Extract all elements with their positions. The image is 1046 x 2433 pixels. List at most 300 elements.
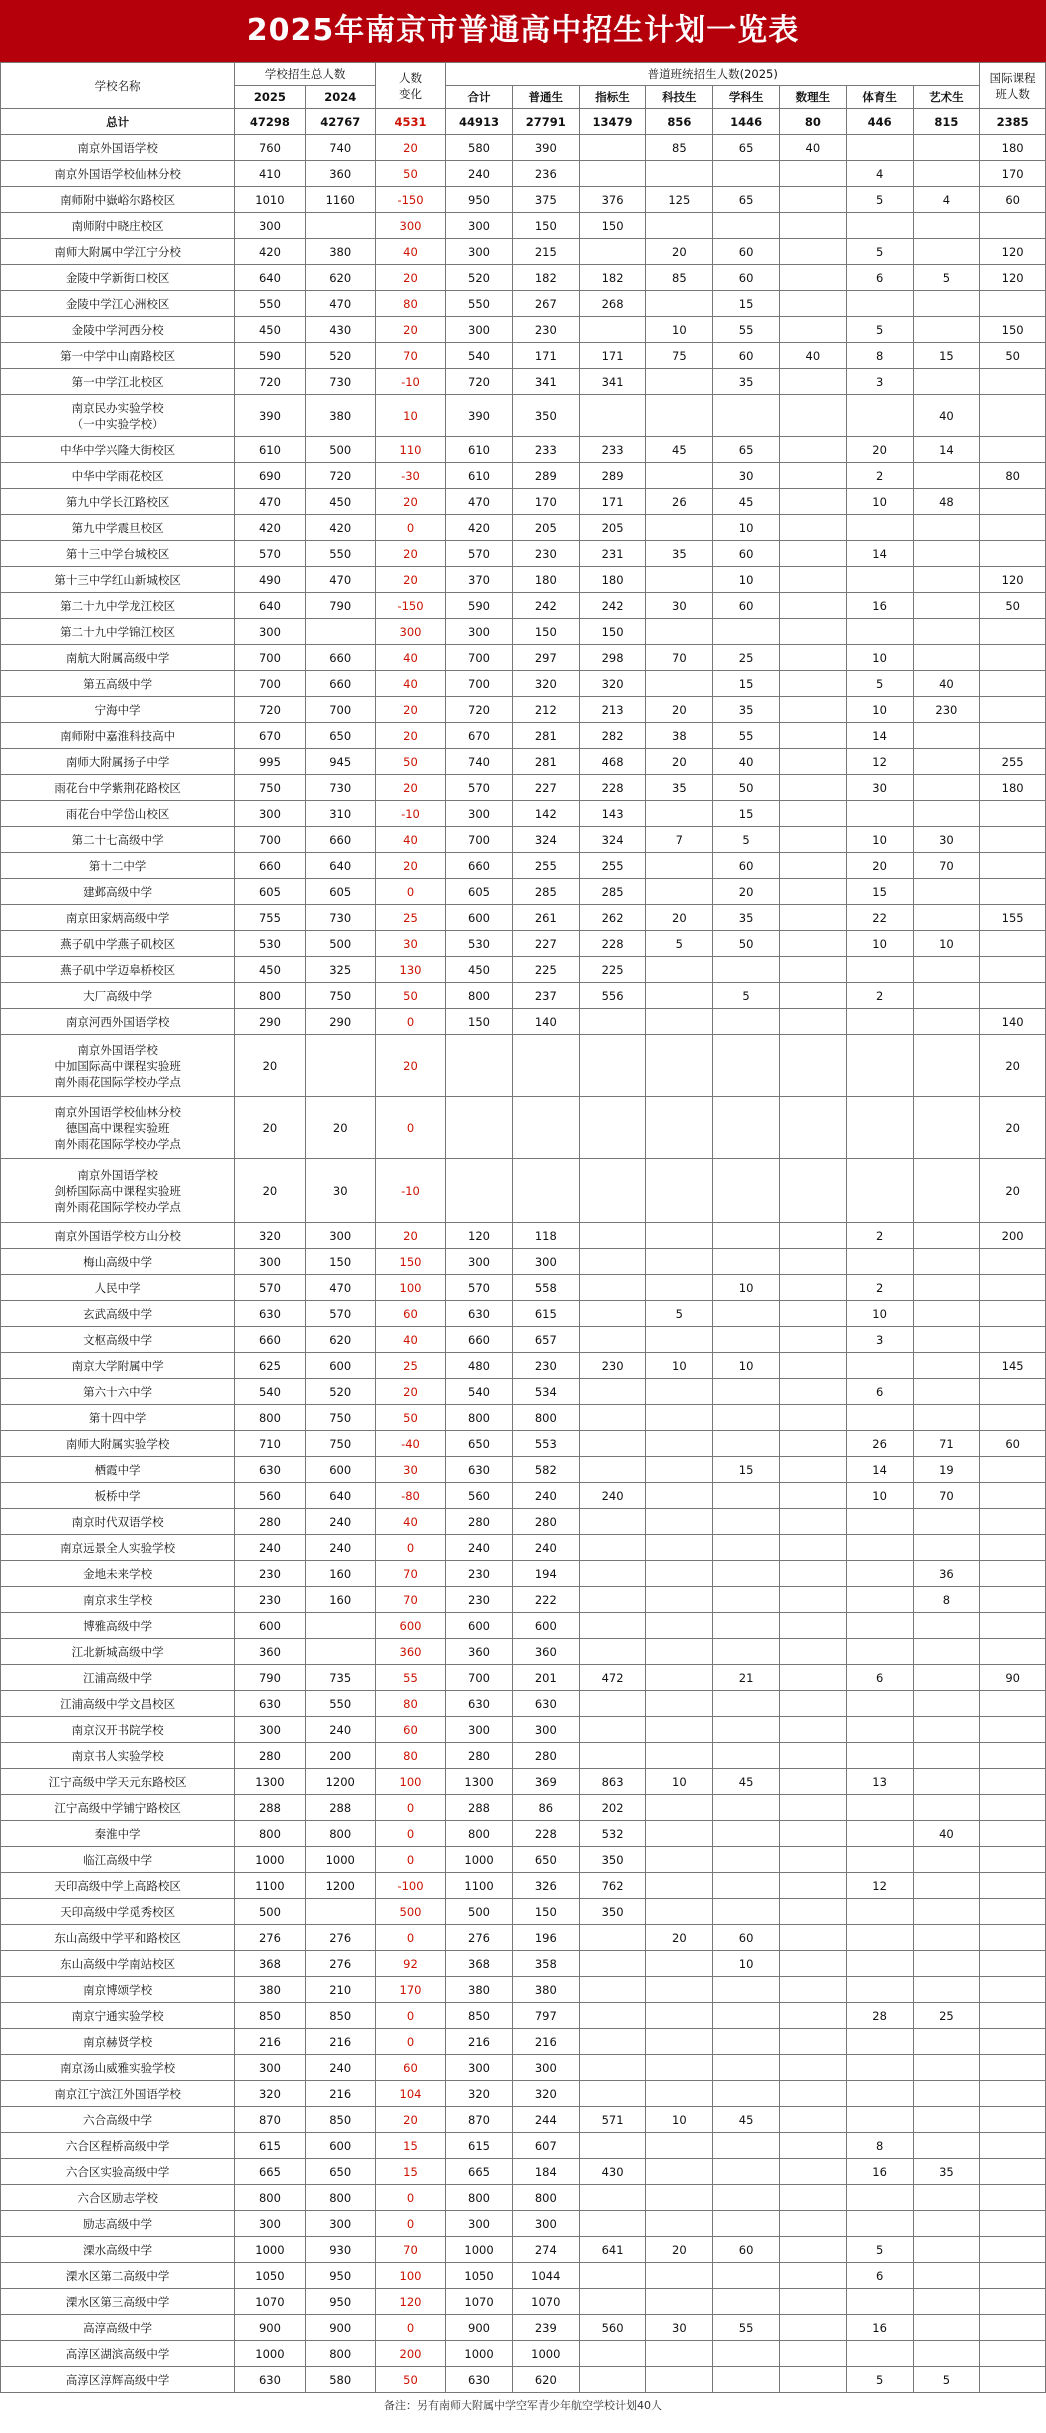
table-cell: 5 [846, 2237, 913, 2263]
table-cell: 660 [235, 1327, 305, 1353]
change-cell: 40 [375, 239, 445, 265]
table-cell: 450 [235, 317, 305, 343]
table-cell [779, 515, 846, 541]
table-cell [980, 2133, 1046, 2159]
table-row [1, 723, 1046, 749]
table-cell: 30 [646, 2315, 713, 2341]
table-cell [980, 879, 1046, 905]
table-cell: 86 [512, 1795, 579, 1821]
table-cell: 300 [235, 801, 305, 827]
table-row [1, 489, 1046, 515]
table-cell: 297 [512, 645, 579, 671]
table-cell [779, 187, 846, 213]
table-cell: 85 [646, 135, 713, 161]
school-name: 中华中学雨花校区 [1, 463, 235, 489]
table-cell: 900 [235, 2315, 305, 2341]
table-cell [779, 905, 846, 931]
table-cell: 5 [713, 827, 780, 853]
table-cell: 660 [305, 645, 375, 671]
table-cell [713, 1561, 780, 1587]
school-name: 第十四中学 [1, 1405, 235, 1431]
table-cell [913, 619, 980, 645]
table-cell: 298 [579, 645, 646, 671]
table-cell [713, 213, 780, 239]
table-cell [980, 2237, 1046, 2263]
table-cell [779, 1275, 846, 1301]
school-name: 第一中学中山南路校区 [1, 343, 235, 369]
enrollment-table [0, 62, 1046, 2393]
table-cell: 20 [646, 749, 713, 775]
table-cell [846, 1097, 913, 1159]
table-cell: 120 [980, 567, 1046, 593]
school-name: 南京江宁滨江外国语学校 [1, 2081, 235, 2107]
table-cell [779, 489, 846, 515]
table-cell [913, 1009, 980, 1035]
table-cell: 1200 [305, 1769, 375, 1795]
table-cell [713, 1899, 780, 1925]
table-cell: 120 [980, 239, 1046, 265]
table-cell: 660 [446, 1327, 513, 1353]
table-cell [512, 1097, 579, 1159]
table-cell [646, 515, 713, 541]
table-cell [980, 2315, 1046, 2341]
table-cell [980, 1535, 1046, 1561]
table-cell [646, 801, 713, 827]
table-row [1, 1327, 1046, 1353]
header-sub: 指标生 [579, 86, 646, 109]
school-name: 东山高级中学南站校区 [1, 1951, 235, 1977]
table-cell: 800 [446, 1821, 513, 1847]
table-cell: 1070 [446, 2289, 513, 2315]
table-row [1, 187, 1046, 213]
table-cell: 420 [235, 515, 305, 541]
table-row [1, 749, 1046, 775]
table-cell: 65 [713, 135, 780, 161]
table-cell [646, 1561, 713, 1587]
table-cell: 720 [446, 369, 513, 395]
table-cell: 665 [446, 2159, 513, 2185]
table-cell: 1000 [235, 1847, 305, 1873]
table-cell [713, 1639, 780, 1665]
table-cell: 85 [646, 265, 713, 291]
table-cell [913, 1899, 980, 1925]
table-cell [713, 1977, 780, 2003]
table-cell [980, 2289, 1046, 2315]
table-cell: 2 [846, 983, 913, 1009]
table-cell [913, 2237, 980, 2263]
table-cell: 300 [305, 1223, 375, 1249]
school-name: 南京外国语学校仙林分校 德国高中课程实验班 南外雨花国际学校办学点 [1, 1097, 235, 1159]
table-cell: 800 [305, 2185, 375, 2211]
table-cell: 240 [305, 1717, 375, 1743]
table-cell: 10 [846, 931, 913, 957]
table-cell [913, 879, 980, 905]
table-row [1, 879, 1046, 905]
table-cell [579, 1717, 646, 1743]
table-cell [713, 619, 780, 645]
table-cell: 1446 [713, 109, 780, 135]
table-cell: 180 [512, 567, 579, 593]
header-sub: 学科生 [713, 86, 780, 109]
school-name: 南航大附属高级中学 [1, 645, 235, 671]
table-cell: 212 [512, 697, 579, 723]
change-cell: 60 [375, 1301, 445, 1327]
table-cell: 60 [980, 187, 1046, 213]
table-cell: 720 [446, 697, 513, 723]
table-cell: 630 [446, 1691, 513, 1717]
table-cell [579, 1405, 646, 1431]
table-cell: 582 [512, 1457, 579, 1483]
table-row [1, 265, 1046, 291]
table-cell [779, 1159, 846, 1223]
table-cell: 710 [235, 1431, 305, 1457]
table-cell [779, 1535, 846, 1561]
table-cell: 35 [646, 541, 713, 567]
table-cell: 600 [512, 1613, 579, 1639]
table-cell: 280 [235, 1743, 305, 1769]
table-cell: 215 [512, 239, 579, 265]
table-cell: 750 [305, 983, 375, 1009]
table-cell: 240 [579, 1483, 646, 1509]
table-cell: 230 [512, 317, 579, 343]
table-cell: 850 [235, 2003, 305, 2029]
table-cell [646, 161, 713, 187]
table-cell: 42767 [305, 109, 375, 135]
school-name: 金陵中学河西分校 [1, 317, 235, 343]
school-name: 板桥中学 [1, 1483, 235, 1509]
table-cell [713, 2211, 780, 2237]
table-cell: 600 [305, 2133, 375, 2159]
table-cell [913, 1795, 980, 1821]
table-row [1, 1353, 1046, 1379]
table-cell: 90 [980, 1665, 1046, 1691]
table-cell: 570 [446, 541, 513, 567]
table-cell: 300 [512, 1249, 579, 1275]
table-row [1, 1691, 1046, 1717]
table-cell [846, 515, 913, 541]
table-cell [913, 2029, 980, 2055]
table-cell: 900 [446, 2315, 513, 2341]
table-cell [779, 1509, 846, 1535]
change-cell: 40 [375, 671, 445, 697]
table-cell: 1000 [446, 2341, 513, 2367]
table-cell [579, 1097, 646, 1159]
table-row [1, 395, 1046, 437]
table-cell [779, 723, 846, 749]
table-cell [980, 1821, 1046, 1847]
table-cell [579, 1743, 646, 1769]
table-cell: 30 [305, 1159, 375, 1223]
table-cell: 225 [512, 957, 579, 983]
table-cell [980, 2367, 1046, 2393]
table-cell: 430 [305, 317, 375, 343]
table-cell: 300 [446, 239, 513, 265]
table-cell: 50 [713, 775, 780, 801]
table-cell: 470 [305, 291, 375, 317]
change-cell: 0 [375, 2003, 445, 2029]
table-cell [980, 983, 1046, 1009]
table-cell [646, 1249, 713, 1275]
table-cell: 35 [713, 369, 780, 395]
table-cell: 520 [305, 1379, 375, 1405]
table-cell [913, 1717, 980, 1743]
table-cell [846, 291, 913, 317]
table-cell [980, 1509, 1046, 1535]
table-cell [713, 1009, 780, 1035]
table-cell: 690 [235, 463, 305, 489]
table-cell: 320 [235, 2081, 305, 2107]
table-cell: 40 [913, 1821, 980, 1847]
table-cell [779, 697, 846, 723]
school-name: 第一中学江北校区 [1, 369, 235, 395]
change-cell: -40 [375, 1431, 445, 1457]
table-cell [646, 2003, 713, 2029]
table-cell: 285 [512, 879, 579, 905]
table-cell: 140 [512, 1009, 579, 1035]
table-row [1, 1223, 1046, 1249]
change-cell: 200 [375, 2341, 445, 2367]
table-cell: 5 [846, 2367, 913, 2393]
table-cell: 20 [646, 2237, 713, 2263]
table-cell: 228 [579, 775, 646, 801]
table-cell [579, 1561, 646, 1587]
table-cell: 360 [512, 1639, 579, 1665]
table-cell [980, 2029, 1046, 2055]
table-cell [646, 2081, 713, 2107]
table-cell: 240 [305, 1535, 375, 1561]
table-cell: 15 [713, 671, 780, 697]
table-cell [579, 2133, 646, 2159]
table-cell [913, 1035, 980, 1097]
table-cell: 20 [846, 437, 913, 463]
table-cell: 50 [980, 343, 1046, 369]
header-general-group: 普道班统招生人数(2025) [446, 63, 980, 86]
table-cell: 280 [446, 1743, 513, 1769]
table-row [1, 1873, 1046, 1899]
school-name: 天印高级中学觅秀校区 [1, 1899, 235, 1925]
table-cell: 995 [235, 749, 305, 775]
table-cell [980, 1847, 1046, 1873]
table-cell: 1000 [446, 2237, 513, 2263]
table-row [1, 619, 1046, 645]
table-cell: 630 [512, 1691, 579, 1717]
school-name: 江浦高级中学文昌校区 [1, 1691, 235, 1717]
table-cell [579, 1457, 646, 1483]
table-row [1, 1795, 1046, 1821]
table-cell: 80 [980, 463, 1046, 489]
table-cell: 20 [305, 1097, 375, 1159]
table-row [1, 671, 1046, 697]
table-cell: 47298 [235, 109, 305, 135]
table-cell [980, 291, 1046, 317]
table-cell: 320 [512, 2081, 579, 2107]
table-cell: 630 [235, 2367, 305, 2393]
table-cell: 665 [235, 2159, 305, 2185]
table-cell [579, 1587, 646, 1613]
table-cell [779, 1925, 846, 1951]
change-cell: 0 [375, 2211, 445, 2237]
table-cell: 300 [446, 619, 513, 645]
table-cell: 380 [305, 395, 375, 437]
table-cell: 4 [846, 161, 913, 187]
table-cell: 290 [305, 1009, 375, 1035]
table-cell [646, 1873, 713, 1899]
table-body [1, 109, 1046, 2393]
table-cell [512, 1035, 579, 1097]
table-cell: 630 [446, 1301, 513, 1327]
table-cell: 800 [305, 2341, 375, 2367]
table-cell: 16 [846, 2315, 913, 2341]
table-cell: 480 [446, 1353, 513, 1379]
change-cell: 360 [375, 1639, 445, 1665]
table-cell: 228 [512, 1821, 579, 1847]
table-cell [980, 801, 1046, 827]
table-cell: 8 [846, 343, 913, 369]
table-cell [579, 1249, 646, 1275]
table-cell: 640 [235, 593, 305, 619]
table-cell: 300 [235, 619, 305, 645]
table-cell [579, 1379, 646, 1405]
table-cell: 390 [235, 395, 305, 437]
table-cell: 10 [713, 1353, 780, 1379]
table-cell [980, 1951, 1046, 1977]
table-cell [846, 2029, 913, 2055]
table-cell [713, 1301, 780, 1327]
table-cell: 216 [235, 2029, 305, 2055]
table-cell: 60 [980, 1431, 1046, 1457]
table-cell: 605 [235, 879, 305, 905]
table-cell: 700 [446, 1665, 513, 1691]
table-row [1, 775, 1046, 801]
change-cell: 0 [375, 1925, 445, 1951]
table-cell [980, 853, 1046, 879]
table-row [1, 515, 1046, 541]
table-cell: 171 [579, 489, 646, 515]
table-cell [779, 1457, 846, 1483]
header-school: 学校名称 [1, 63, 235, 109]
table-cell [913, 1951, 980, 1977]
table-cell [779, 1483, 846, 1509]
table-cell: 530 [446, 931, 513, 957]
table-cell: 615 [512, 1301, 579, 1327]
table-cell [646, 1405, 713, 1431]
table-cell [446, 1035, 513, 1097]
table-cell [646, 2263, 713, 2289]
table-cell: 350 [512, 395, 579, 437]
table-cell: 50 [980, 593, 1046, 619]
table-cell [913, 541, 980, 567]
school-name: 南师附中嶽峪尔路校区 [1, 187, 235, 213]
table-cell [980, 1483, 1046, 1509]
table-cell: 14 [913, 437, 980, 463]
school-name: 文枢高级中学 [1, 1327, 235, 1353]
table-cell [713, 1509, 780, 1535]
table-cell [980, 671, 1046, 697]
table-cell [646, 1431, 713, 1457]
table-cell: 630 [446, 2367, 513, 2393]
table-cell: 590 [235, 343, 305, 369]
table-cell: 12 [846, 749, 913, 775]
table-row [1, 161, 1046, 187]
school-name: 燕子矶中学迈皋桥校区 [1, 957, 235, 983]
table-cell [980, 1275, 1046, 1301]
table-cell: 13479 [579, 109, 646, 135]
table-cell: 20 [846, 853, 913, 879]
school-name: 南京外国语学校 中加国际高中课程实验班 南外雨花国际学校办学点 [1, 1035, 235, 1097]
table-cell: 730 [305, 775, 375, 801]
change-cell: 80 [375, 291, 445, 317]
table-cell [913, 957, 980, 983]
table-cell [579, 2341, 646, 2367]
table-cell: 600 [446, 1613, 513, 1639]
table-cell [846, 1249, 913, 1275]
table-cell [779, 2315, 846, 2341]
table-cell [446, 1097, 513, 1159]
table-cell: 900 [305, 2315, 375, 2341]
school-name: 南师附中晓庄校区 [1, 213, 235, 239]
table-cell [779, 1301, 846, 1327]
table-cell: 180 [579, 567, 646, 593]
table-cell: 143 [579, 801, 646, 827]
table-cell: 700 [235, 671, 305, 697]
table-cell: 641 [579, 2237, 646, 2263]
table-cell [646, 1951, 713, 1977]
table-cell: 5 [846, 317, 913, 343]
table-cell [779, 1327, 846, 1353]
table-cell: 1000 [305, 1847, 375, 1873]
table-cell: 276 [305, 1951, 375, 1977]
table-cell [913, 463, 980, 489]
table-cell: 620 [305, 265, 375, 291]
school-name: 高淳区湖滨高级中学 [1, 2341, 235, 2367]
table-cell [779, 1639, 846, 1665]
table-cell: 620 [512, 2367, 579, 2393]
header-sub: 艺术生 [913, 86, 980, 109]
table-cell: 170 [512, 489, 579, 515]
table-cell [579, 2055, 646, 2081]
table-cell [779, 2003, 846, 2029]
table-cell: 10 [713, 1951, 780, 1977]
table-cell [713, 1249, 780, 1275]
table-cell [646, 2289, 713, 2315]
table-cell: 520 [446, 265, 513, 291]
table-cell [913, 2341, 980, 2367]
table-cell: 1050 [446, 2263, 513, 2289]
table-cell [779, 265, 846, 291]
table-cell [779, 1035, 846, 1097]
table-cell [779, 645, 846, 671]
table-cell: 40 [779, 135, 846, 161]
table-cell [779, 1431, 846, 1457]
table-cell: 237 [512, 983, 579, 1009]
change-cell: 0 [375, 1795, 445, 1821]
table-cell: 236 [512, 161, 579, 187]
table-cell: 5 [846, 187, 913, 213]
table-cell [713, 1847, 780, 1873]
table-cell [913, 905, 980, 931]
table-cell: 1300 [235, 1769, 305, 1795]
table-cell [779, 567, 846, 593]
table-cell [579, 2185, 646, 2211]
table-cell [913, 1873, 980, 1899]
table-cell [646, 957, 713, 983]
table-cell: 10 [846, 489, 913, 515]
table-cell: 320 [579, 671, 646, 697]
table-cell: 289 [579, 463, 646, 489]
table-cell [913, 1691, 980, 1717]
table-cell [579, 2367, 646, 2393]
table-cell [846, 1353, 913, 1379]
